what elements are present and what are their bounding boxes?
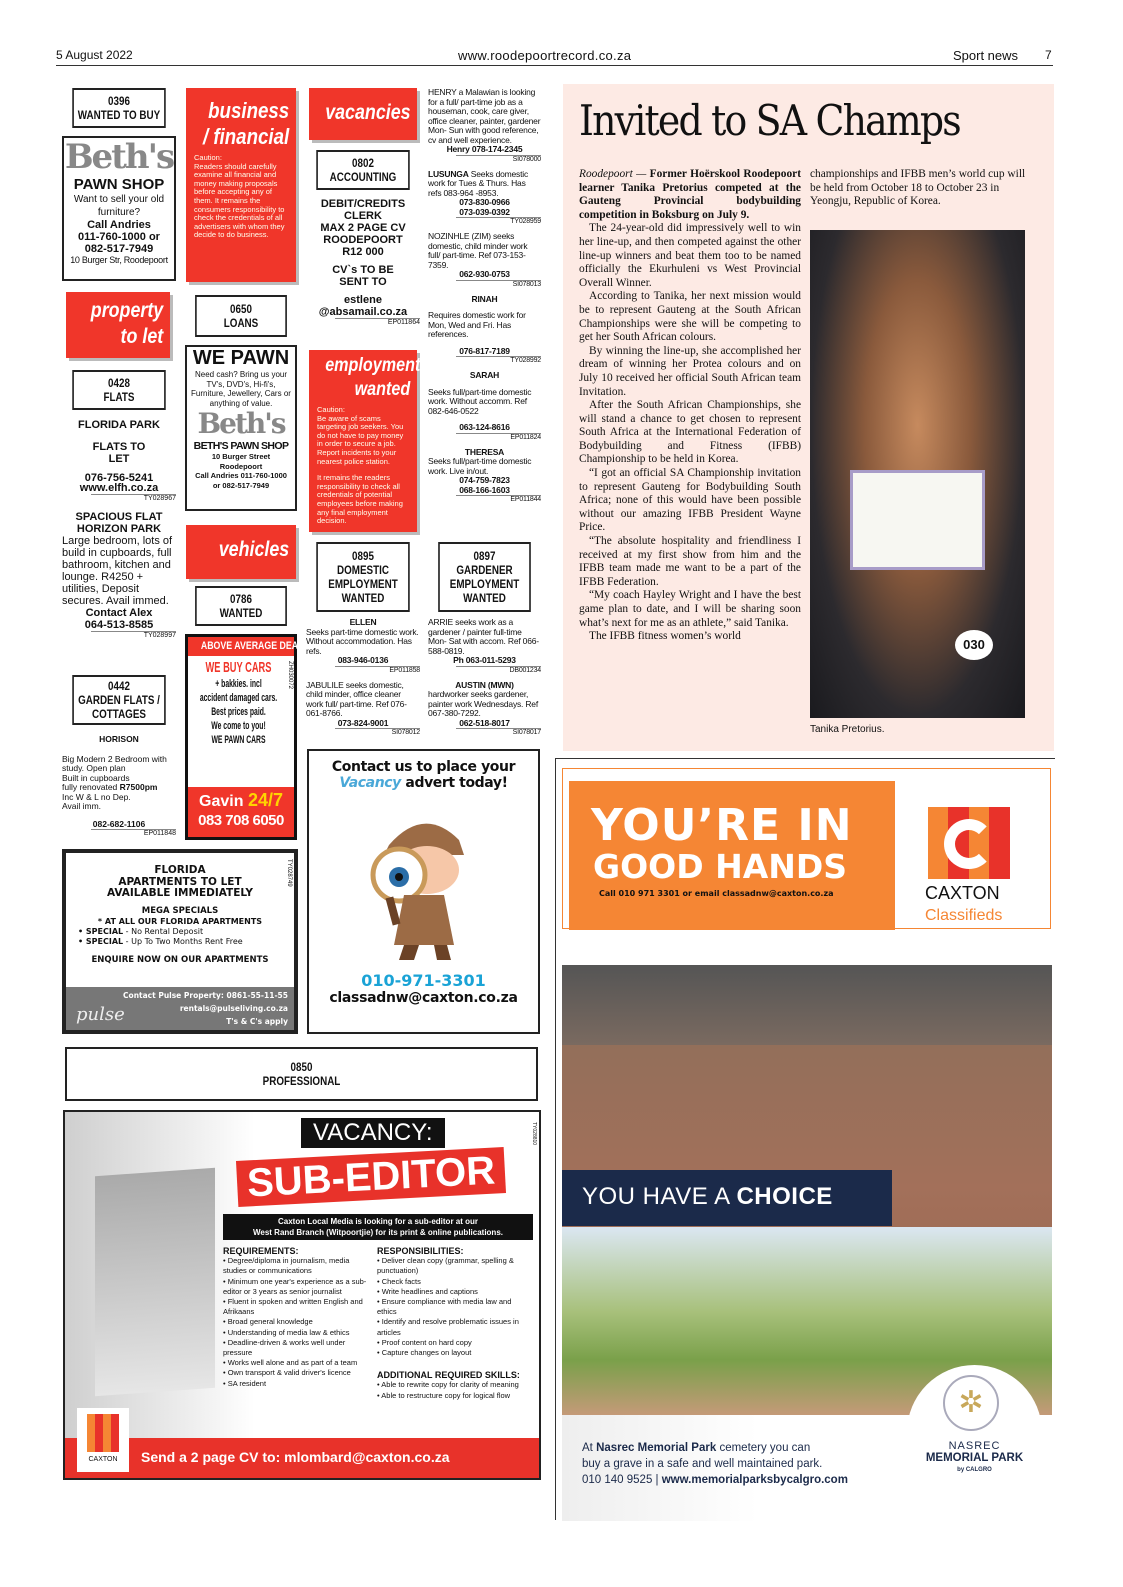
article-paragraph: “I got an official SA Championship invitation to represent Gauteng for Bodybuilding South Africa; none of this would have been possible without our amazing IFBB President Wayne Price. bbox=[579, 467, 801, 534]
athlete-photo: 030 bbox=[810, 230, 1025, 718]
article-paragraph: “My coach Hayley Wright and I have the best game plan to date, and I will be sharing soon what’s next for me as an athlete,” said Tanika. bbox=[579, 589, 801, 629]
cars-top-banner: ABOVE AVERAGE DEAL bbox=[188, 637, 294, 656]
beths-pawn-ad: Beth's PAWN SHOP Want to sell your old furniture? Call Andries 011-760-1000 or 082-517-7949 10 Burger Str, Roodepoort bbox=[62, 136, 176, 281]
vertical-divider bbox=[555, 758, 556, 1520]
caxton-logo bbox=[928, 807, 1010, 879]
responsibility-item: • Identify and resolve problematic issues in articles bbox=[377, 1317, 519, 1337]
caxton-classifieds-ad: YOU’RE IN GOOD HANDS Call 010 971 3301 or email classadnw@caxton.co.za CAXTON Classifieds bbox=[562, 768, 1051, 929]
requirement-item: • Broad general knowledge bbox=[223, 1317, 313, 1327]
horizontal-divider bbox=[555, 758, 1055, 759]
henry-ad: HENRY a Malawian is looking for a full/ part-time job as a houseman, cook, care giver, office cleaner, painter, gardener Mon- Sun with good reference, cv and well experience. Henry 078-174-2345 SI078000 bbox=[428, 87, 541, 163]
section-head-gardener-employment: 0897 GARDENER EMPLOYMENT WANTED bbox=[438, 542, 531, 612]
requirement-item: • Understanding of media law & ethics bbox=[223, 1327, 350, 1337]
article-column-2: championships and IFBB men’s world cup will be held from October 18 to October 23 in Yeongju, Republic of Korea. bbox=[810, 168, 1026, 208]
article-column-1: Roodepoort — Former Hoërskool Roodepoort learner Tanika Pretorius competed at the Gauteng Provincial bodybuilding competition in Boksburg on July 9. The 24-year-old did impressively well to win her line-up, and then competed against the other line-up winners and beat them too to be named officially the Ekurhuleni vs West Provincial Overall Winner. According to Tanika, her next mission would be to represent Gauteng at the South African Championships were she will be competing to get her South African colours. By winning the line-up, she accomplished her dream of winning her Protea colours and on July 10 received her official South African team Invitation. After the South African Championships, she will stand a chance to get chosen to represent South Africa at the International Federation of Bodybuilding and Fitness (IFBB) Championship to be held in Korea. “I got an official SA Championship invitation to represent Gauteng for Bodybuilding South Africa; none of this would have been possible without our amazing IFBB President Wayne Price. “The absolute hospitality and friendliness I received at my first show from him and the IFBB team made me want to be a part of the IFBB Federation. “My coach Hayley Wright and I have the best game plan to date, and I will be sharing soon what’s next for me as an athlete,” said Tanika. The IFBB fitness women’s world bbox=[579, 168, 802, 643]
austin-ad: AUSTIN (MWN) hardworker seeks gardener, painter work Wednesdays. Ref 067-380-7292. 062-518-8017 SI078017 bbox=[428, 679, 541, 736]
arrie-ad: ARRIE seeks work as a gardener / painter full-time Mon- Sat with accom. Ref 066-588-0819. Ph 063-011-5293 DB001234 bbox=[428, 617, 541, 674]
requirement-item: • Deadline-driven & works well under pressure bbox=[223, 1337, 346, 1358]
section-head-wanted-to-buy: 0396 WANTED TO BUY bbox=[72, 88, 165, 128]
caxton-logo: CAXTON bbox=[77, 1408, 129, 1472]
pulse-logo: pulse bbox=[76, 1004, 125, 1025]
theresa-ad: THERESA Seeks full/part-time domestic work. Live in/out. 074-759-7823 068-166-1603 EP011844 bbox=[428, 446, 541, 503]
article-paragraph: According to Tanika, her next mission would be to represent Gauteng at the South African Championships were she will be competing to get her South African colours. bbox=[579, 290, 801, 344]
requirement-item: • Minimum one year's experience as a sub-editor or 3 years as senior journalist bbox=[223, 1276, 367, 1296]
section-head-professional: 0850 PROFESSIONAL bbox=[65, 1047, 538, 1101]
responsibility-item: • Capture changes on layout bbox=[377, 1348, 472, 1358]
responsibility-item: • Proof content on hard copy bbox=[377, 1337, 472, 1347]
responsibility-item: • Ensure compliance with media law and ethics bbox=[377, 1297, 512, 1317]
requirement-item: • Own transport & valid driver's licence bbox=[223, 1368, 351, 1378]
article-paragraph: The 24-year-old did impressively well to win her line-up, and then competed against the other line-up winners and beat them too to be named officially the Ekurhuleni vs West Provincial Overall Winner. bbox=[579, 222, 801, 289]
classifieds-col3 bbox=[306, 618, 420, 743]
responsibility-item: • Check facts bbox=[377, 1276, 421, 1286]
header-rule bbox=[56, 65, 1053, 66]
lusunga-ad: LUSUNGA Seeks domestic work for Tues & Thurs. Has refs 083-964 -8953. 073-830-0966 073-039-0392 TY028959 bbox=[428, 168, 541, 225]
horison-ad: HORISON Big Modern 2 Bedroom with study. Open plan Built in cupboards fully renovated R7500pm Inc W & L no Dep. Avail imm. 082-682-1106 EP011848 bbox=[62, 734, 176, 837]
article-headline: Invited to SA Champs bbox=[579, 96, 960, 145]
nozinhle-ad: NOZINHLE (ZIM) seeks domestic, child minder work full/ part-time. Ref 073-153-7359. 062-930-0753 SI078013 bbox=[428, 231, 541, 288]
section-head-flats: 0428 FLATS bbox=[72, 370, 165, 410]
we-buy-cars-ad: ABOVE AVERAGE DEAL WE BUY CARS + bakkies. incl accident damaged cars. Best prices paid. We come to you! WE PAWN CARS ZH030072 Gavin 24/7 083 708 6050 bbox=[185, 634, 297, 840]
florida-ad-reference: TY028749 bbox=[286, 859, 292, 887]
employment-wanted-banner: employment wanted Caution: Be aware of scams targeting job seekers. You do not have to pay money in order to secure a job. Report incidents to your nearest police station. It remains the readers responsibility to check all credentials of potential employees before making any final employment decision. bbox=[309, 350, 417, 532]
skill-item: • Able to restructure copy for logical flow bbox=[377, 1390, 511, 1400]
we-pawn-ad: WE PAWN Need cash? Bring us your TV's, DVD's, Hi-fi's, Furniture, Jewellery, Cars or anything of value. Beth's BETH'S PAWN SHOP 10 Burger Street Roodepoort Call Andries 011-760-1000 or 082-517-7949 bbox=[185, 345, 297, 511]
issue-date: 5 August 2022 bbox=[56, 48, 133, 62]
sarah-ad: SARAH Seeks full/part-time domestic work. Without accomm. Ref 082-646-0522 063-124-8616 EP011824 bbox=[428, 370, 541, 441]
classifieds-col4 bbox=[428, 88, 541, 510]
contact-vacancy-ad: Contact us to place your Vacancy advert today! 010-971-3301 classadnw@caxton.co.za bbox=[307, 749, 540, 1034]
memorial-website-link[interactable]: www.memorialparksbycalgro.com bbox=[661, 1474, 848, 1486]
ellen-ad: ELLEN Seeks part-time domestic work. Without accommodation. Has refs. 083-946-0136 EP011858 bbox=[306, 617, 420, 674]
requirement-item: • SA resident bbox=[223, 1378, 267, 1388]
article-paragraph: The IFBB fitness women’s world bbox=[589, 630, 741, 643]
section-head-garden-flats: 0442 GARDEN FLATS / COTTAGES bbox=[72, 675, 165, 725]
cemetery-photo bbox=[562, 965, 1052, 1045]
requirement-item: • Works well alone and as part of a team bbox=[223, 1358, 358, 1368]
nasrec-memorial-park-ad: YOU HAVE A CHOICE ✲ NASREC MEMORIAL PARK by CALGRO At Nasrec Memorial Park cemetery you can buy a grave in a safe and well maintained park. 010 140 9525 | www.memorialparksbycalgro.com bbox=[562, 965, 1052, 1521]
jabulile-ad: JABULILE seeks domestic, child minder, office cleaner work full/ part-time. Ref 076-061-8766. 073-824-9001 SI078012 bbox=[306, 679, 420, 736]
article-paragraph: After the South African Championships, she will stand a chance to get chosen to represent South Africa at the International Federation of Bodybuilding and Fitness (IFBB) Championship to be held in Korea. bbox=[579, 399, 801, 466]
page-number: 7 bbox=[1045, 48, 1052, 62]
requirements-list: REQUIREMENTS: • Degree/diploma in journalism, media studies or communications • Minimum one year's experience as a sub-editor or 3 years as senior journalist • Fluent in spoken and written English and Afrikaans • Broad general knowledge • Understanding of media law & ethics • Deadline-driven & works well under pressure • Works well alone and as part of a team • Own transport & valid driver's licence • SA resident bbox=[223, 1246, 373, 1389]
section-head-wanted: 0786 WANTED bbox=[195, 586, 287, 626]
sub-editor-vacancy-ad: VACANCY: SUB-EDITOR Caxton Local Media is looking for a sub-editor at our West Rand Branch (Witpoortjie) for its print & online publications. REQUIREMENTS: • Degree/diploma in journalism, media studies or communications • Minimum one year's experience as a sub-editor or 3 years as senior journalist • Fluent in spoken and written English and Afrikaans • Broad general knowledge • Understanding of media law & ethics • Deadline-driven & works well under pressure • Works well alone and as part of a team • Own transport & valid driver's licence • SA resident RESPONSIBILITIES: • Deliver clean copy (grammar, spelling & punctuation) • Check facts • Write headlines and captions • Ensure compliance with media law and ethics • Identify and resolve problematic issues in articles • Proof content on hard copy • Capture changes on layout ADDITIONAL REQUIRED SKILLS: • Able to rewrite copy for clarity of meaning • Able to restructure copy for logical flow TY028810 Send a 2 page CV to: mlombard@caxton.co.za CAXTON bbox=[63, 1110, 541, 1480]
article-paragraph: By winning the line-up, she accomplished her dream of winning her Protea colours and on July 10 received her official South African team Invitation. bbox=[579, 344, 801, 398]
classifieds-col4-lower bbox=[428, 618, 541, 743]
section-head-loans: 0650 LOANS bbox=[195, 295, 287, 337]
rinah-ad: RINAH Requires domestic work for Mon, Wed and Fri. Has references. 076-817-7189 TY028992 bbox=[428, 293, 541, 364]
debit-clerk-ad: DEBIT/CREDITS CLERK MAX 2 PAGE CV ROODEPOORT R12 000 CV`s TO BE SENT TO estlene @absamail.co.za EP011864 bbox=[318, 198, 420, 326]
responsibilities-list: RESPONSIBILITIES: • Deliver clean copy (grammar, spelling & punctuation) • Check facts • Write headlines and captions • Ensure compliance with media law and ethics • Identify and resolve problematic issues in articles • Proof content on hard copy • Capture changes on layout ADDITIONAL REQUIRED SKILLS: • Able to rewrite copy for clarity of meaning • Able to restructure copy for logical flow bbox=[377, 1246, 527, 1401]
photo-caption: Tanika Pretorius. bbox=[810, 724, 885, 735]
responsibility-item: • Write headlines and captions bbox=[377, 1286, 478, 1296]
requirement-item: • Fluent in spoken and written English and Afrikaans bbox=[223, 1297, 363, 1317]
skill-item: • Able to rewrite copy for clarity of meaning bbox=[377, 1380, 519, 1390]
section-head-accounting: 0802 ACCOUNTING bbox=[316, 150, 409, 190]
spacious-flat-ad: SPACIOUS FLAT HORIZON PARK Large bedroom, lots of build in cupboards, full bathroom, kitchen and lounge. R4250 + utilities, Deposit secures. Avail immed. Contact Alex 064-513-8585 TY028997 bbox=[62, 510, 176, 639]
cars-ad-reference: ZH030072 bbox=[287, 661, 293, 690]
florida-park-ad: FLORIDA PARK FLATS TO LET 076-756-5241 www.elfh.co.za TY028967 bbox=[78, 419, 176, 502]
vehicles-banner: vehicles bbox=[186, 525, 296, 579]
website[interactable]: www.roodepoortrecord.co.za bbox=[458, 48, 632, 63]
requirement-item: • Degree/diploma in journalism, media studies or communications bbox=[223, 1256, 350, 1276]
property-to-let-banner: property to let bbox=[66, 292, 170, 358]
article-paragraph: “The absolute hospitality and friendliness I received at my first show from him and the IFBB team made me want to be a part of the IFBB Federation. bbox=[579, 535, 801, 588]
section-head-domestic-employment: 0895 DOMESTIC EMPLOYMENT WANTED bbox=[316, 542, 409, 612]
business-financial-banner: business / financial Caution: Readers should carefully examine all financial and money making proposals before accepting any of them. It remains the consumers responsibility to check the credentials of all advertisers with whom they decide to do business. bbox=[186, 88, 296, 282]
tree-logo-icon: ✲ bbox=[943, 1375, 999, 1431]
responsibility-item: • Deliver clean copy (grammar, spelling & punctuation) bbox=[377, 1256, 514, 1276]
pencil-cup-image bbox=[95, 1168, 215, 1396]
vacancies-banner: vacancies bbox=[309, 88, 417, 140]
section-name: Sport news bbox=[953, 48, 1019, 63]
florida-apartments-ad: FLORIDA APARTMENTS TO LET AVAILABLE IMMEDIATELY MEGA SPECIALS * AT ALL OUR FLORIDA APARTMENTS • SPECIAL - No Rental Deposit • SPECIAL - Up To Two Months Rent Free ENQUIRE NOW ON OUR APARTMENTS TY028749 Contact Pulse Property: 0861-55-11-55 rentals@pulseliving.co.za T's & C's apply pulse bbox=[62, 849, 298, 1034]
classifieds-col1 bbox=[62, 420, 176, 648]
sport-article bbox=[563, 84, 1054, 751]
detective-magnifier-illustration bbox=[349, 795, 499, 965]
